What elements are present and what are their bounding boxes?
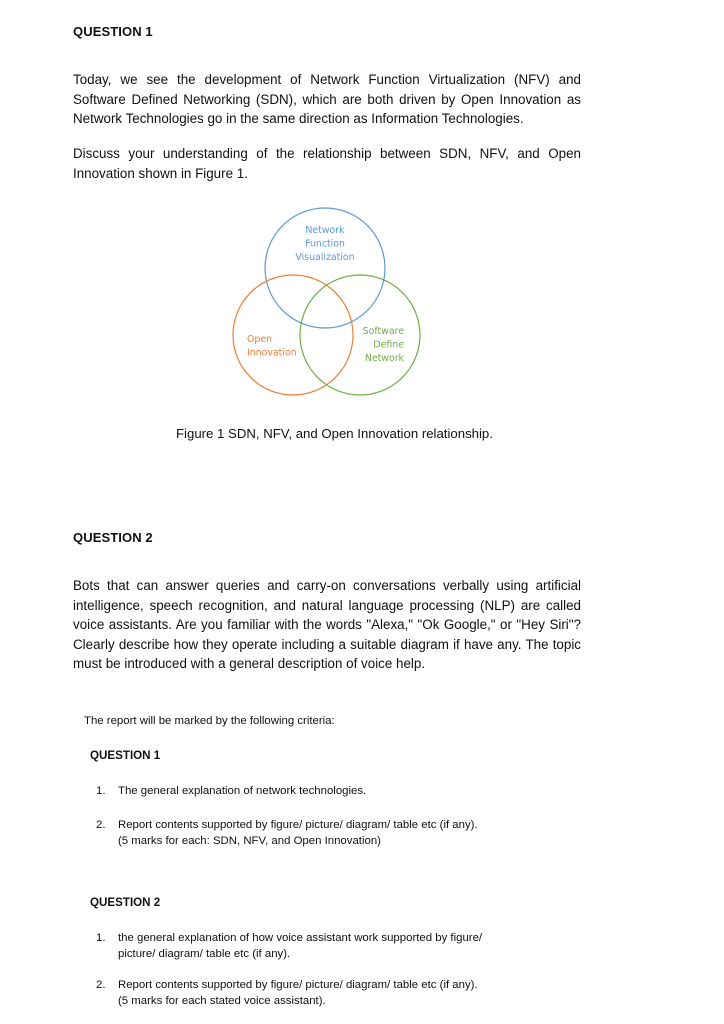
sdn-label-line-3: Network	[364, 353, 404, 364]
criteria-q2-item-1	[96, 930, 536, 964]
question-2-heading: QUESTION 2	[73, 530, 153, 545]
criteria-q2-item-2-text-line-1: Report contents supported by figure/ picture/ diagram/ table etc (if any).	[118, 979, 478, 991]
criteria-q1-item-2-text-line-1: Report contents supported by figure/ picture/ diagram/ table etc (if any).	[118, 819, 478, 831]
criteria-q1-item-1-number: 1.	[96, 785, 106, 797]
criteria-q2-item-1-text-line-1: the general explanation of how voice assistant work supported by figure/	[118, 932, 483, 944]
nfv-label-line-1: Network	[305, 225, 345, 236]
criteria-question-2-heading: QUESTION 2	[90, 896, 161, 909]
open-innovation-label-line-2: Innovation	[247, 347, 297, 359]
sdn-label	[363, 326, 405, 364]
question-1-heading: QUESTION 1	[73, 24, 153, 39]
criteria-q1-item-2	[96, 817, 536, 851]
criteria-question-1-heading: QUESTION 1	[90, 749, 161, 762]
criteria-q2-item-2	[96, 977, 536, 1011]
figure-1-caption: Figure 1 SDN, NFV, and Open Innovation relationship.	[176, 426, 493, 441]
criteria-q1-item-1	[96, 783, 536, 801]
criteria-q1-item-1-text: The general explanation of network technologies.	[118, 785, 367, 797]
criteria-q1-item-2-text-line-2: (5 marks for each: SDN, NFV, and Open Innovation)	[118, 835, 381, 847]
question-1-paragraph-task: Discuss your understanding of the relationship between SDN, NFV, and Open Innovation shown in Figure 1.	[73, 146, 581, 181]
criteria-intro: The report will be marked by the following criteria:	[84, 715, 335, 727]
question-2-paragraph: Bots that can answer queries and carry-on conversations verbally using artificial intelligence, speech recognition, and natural language processing (NLP) are called voice assistants. Are you familiar with the words "Alexa," "Ok Google," or "Hey Siri"? Clearly describe how they operate including a suitable diagram if have any. The topic must be introduced with a general description of voice help.	[73, 578, 581, 671]
criteria-q2-item-1-number: 1.	[96, 932, 106, 944]
venn-diagram	[225, 198, 430, 408]
nfv-label-line-2: Function	[305, 238, 345, 250]
open-innovation-label-line-1: Open	[247, 334, 273, 345]
criteria-q2-item-2-number: 2.	[96, 979, 106, 991]
question-1-paragraph-intro: Today, we see the development of Network Function Virtualization (NFV) and Software Defined Networking (SDN), which are both driven by Open Innovation as Network Technologies go in the same direction as Information Technologies.	[73, 72, 581, 126]
sdn-label-line-1: Software	[362, 326, 404, 337]
criteria-q1-item-2-number: 2.	[96, 819, 106, 831]
open-innovation-label	[247, 334, 297, 359]
sdn-label-line-2: Define	[373, 339, 404, 351]
nfv-label-line-3: Visualization	[295, 252, 355, 263]
criteria-q2-item-1-text-line-2: picture/ diagram/ table etc (if any).	[118, 948, 291, 960]
criteria-q2-item-2-text-line-2: (5 marks for each stated voice assistant).	[118, 995, 326, 1007]
nfv-label	[295, 225, 354, 263]
